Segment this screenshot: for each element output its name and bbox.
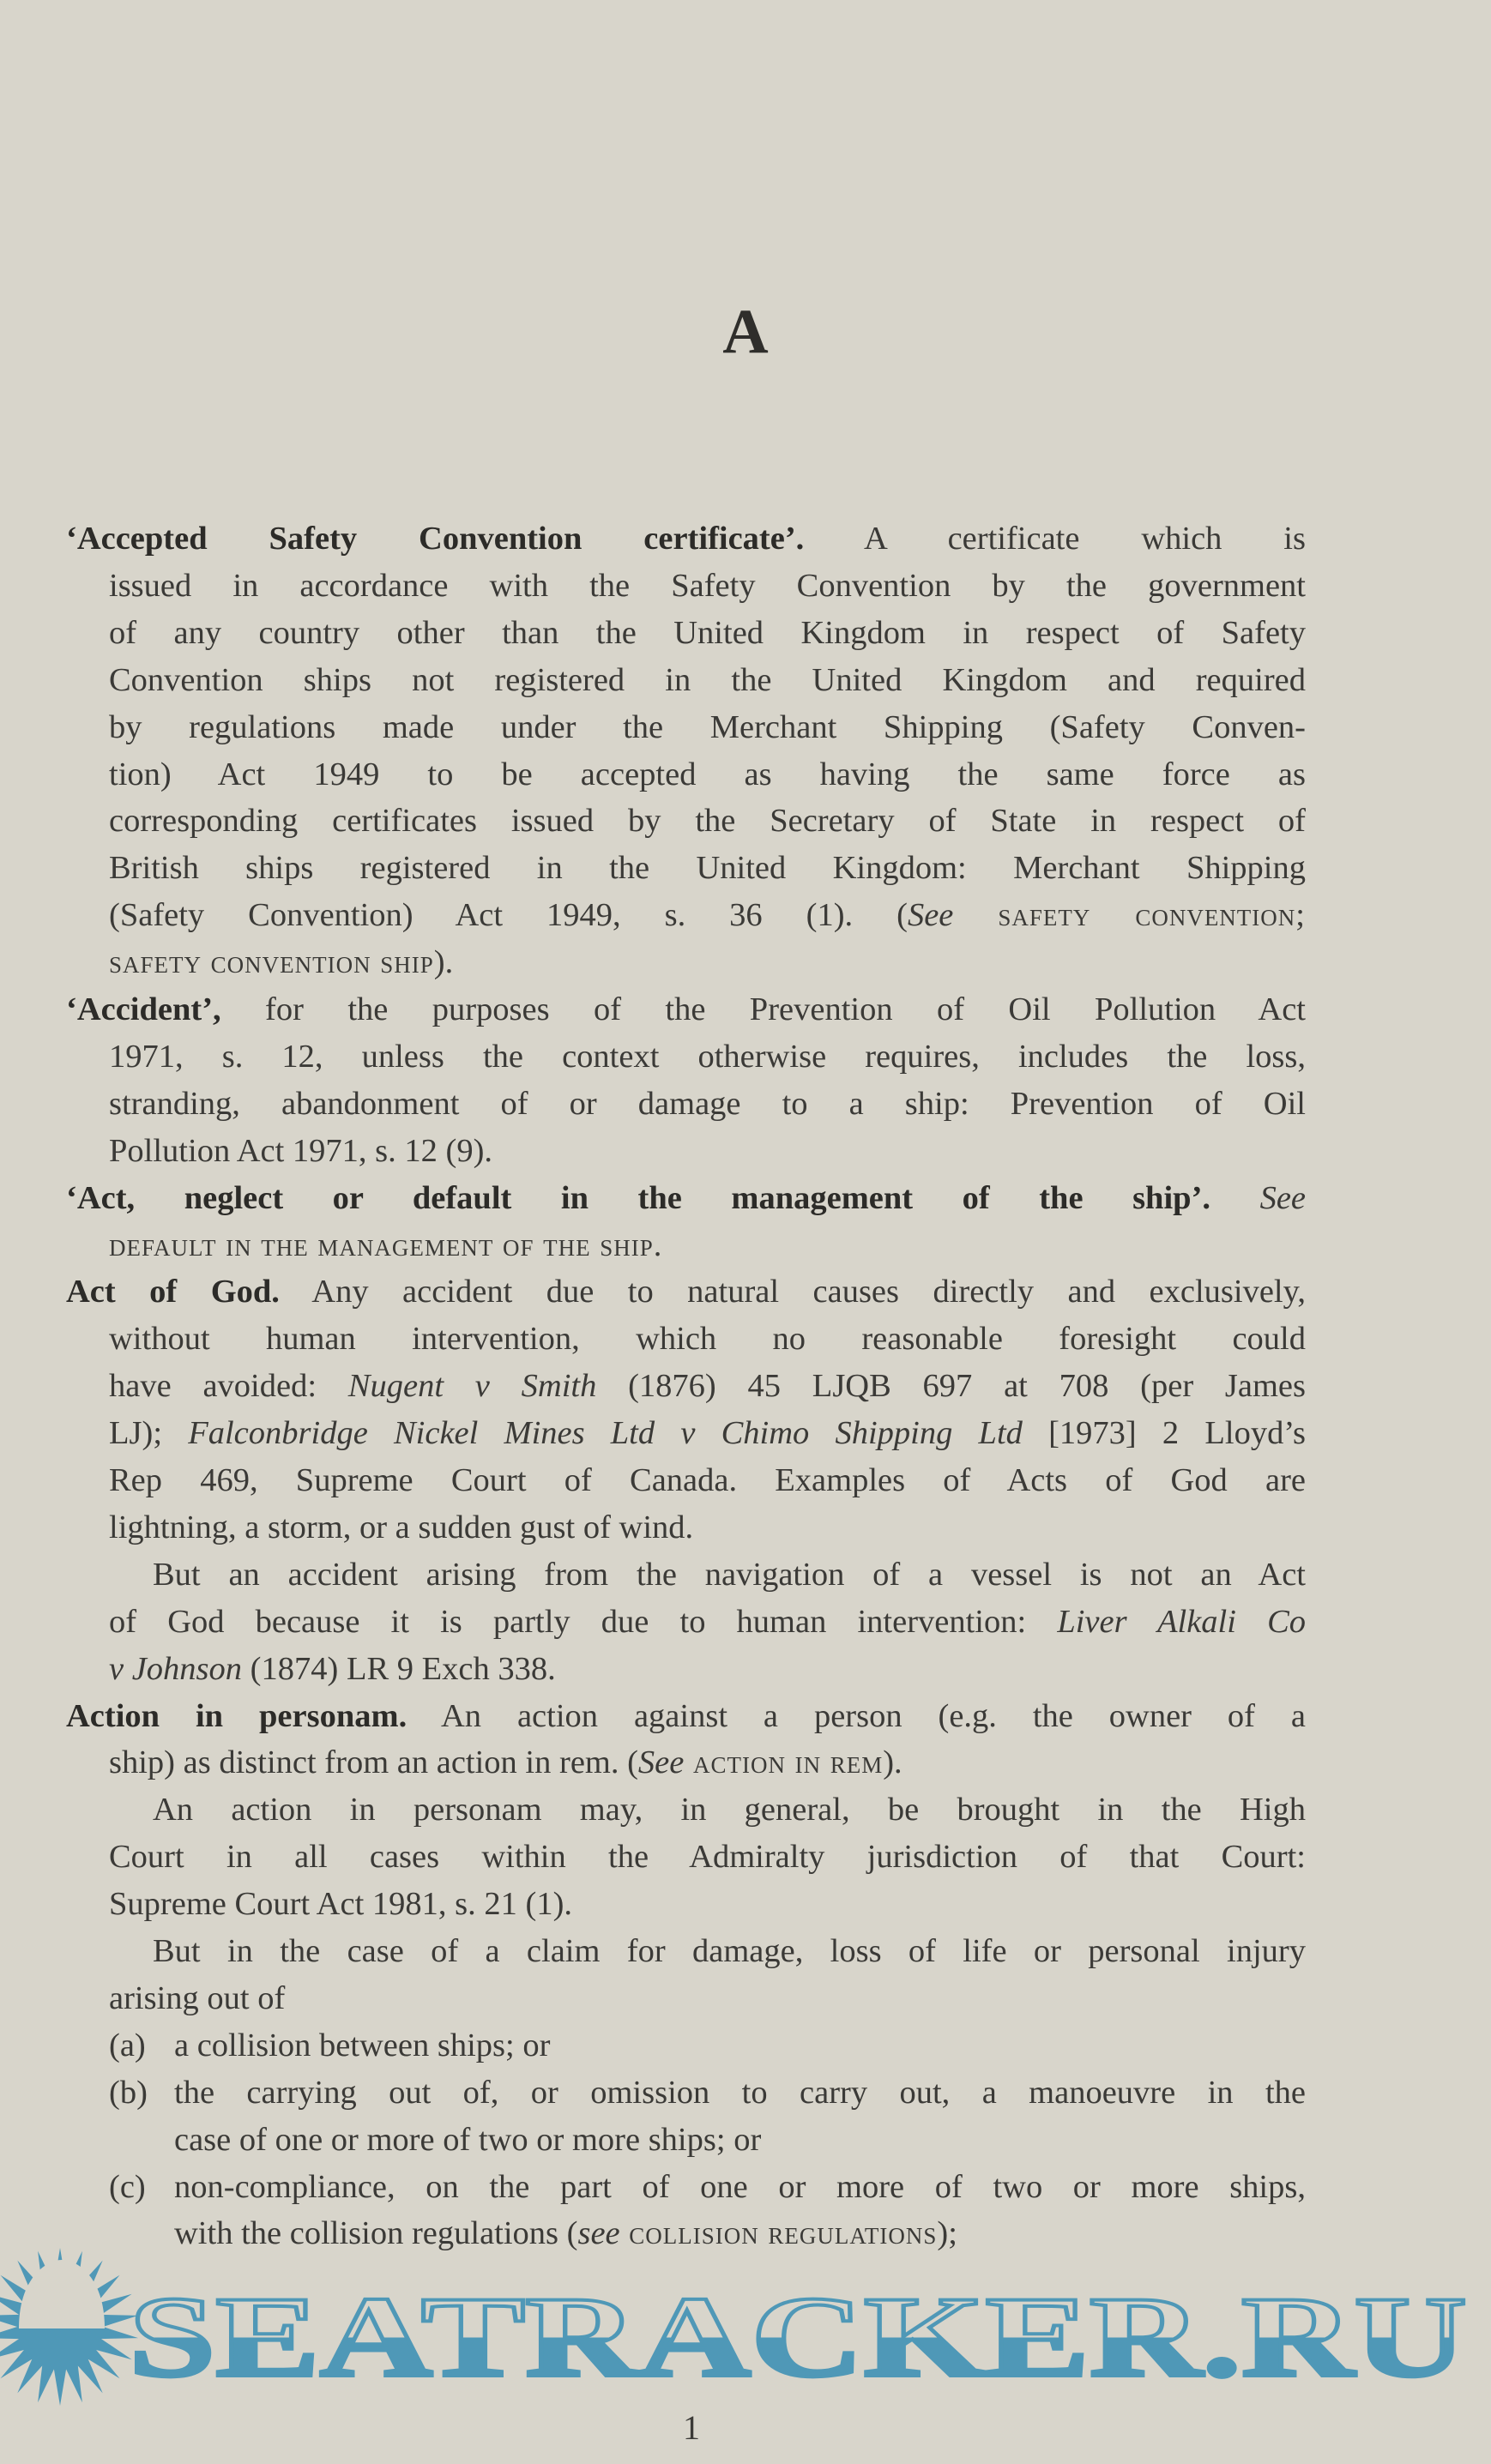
watermark-logo — [0, 2238, 1491, 2406]
list-item-label: (b) — [109, 2074, 148, 2111]
body-text: But an accident arising from the navigation of a vessel is not an Act — [153, 1556, 1306, 1593]
entry-headword: ‘Act, neglect or default in the management of the ship’. — [66, 1179, 1211, 1216]
body-text: have avoided: — [109, 1368, 348, 1405]
italic-text: v Johnson — [109, 1650, 243, 1687]
body-text: But in the case of a claim for damage, loss of life or personal injury — [153, 1933, 1306, 1969]
body-text: Pollution Act 1971, s. 12 (9). — [109, 1132, 493, 1169]
text-line — [109, 751, 1306, 798]
body-text: of God because it is partly due to human intervention: — [109, 1603, 1058, 1640]
italic-text: See — [907, 897, 954, 934]
entry-headword: Act of God. — [66, 1274, 280, 1310]
text-line — [109, 939, 453, 985]
body-text: tion) Act 1949 to be accepted as having the same force as — [109, 756, 1306, 792]
text-line — [153, 1928, 1306, 1974]
body-text: ). — [433, 944, 454, 981]
body-text: [1973] 2 Lloyd’s — [1022, 1415, 1306, 1452]
section-letter-heading: A — [722, 297, 769, 367]
italic-text: Nugent v Smith — [347, 1368, 597, 1405]
text-line — [109, 1739, 902, 1786]
body-text: a collision between ships; or — [174, 2027, 551, 2063]
text-line — [109, 1646, 556, 1692]
text-line — [66, 1175, 1306, 1221]
text-line — [174, 2069, 1306, 2116]
body-text: Rep 469, Supreme Court of Canada. Examples of Acts of God are — [109, 1462, 1306, 1498]
body-text: the carrying out of, or omission to carry out, a manoeuvre in the — [174, 2074, 1306, 2111]
list-item-label: (c) — [109, 2168, 146, 2205]
body-text: 1971, s. 12, unless the context otherwise requires, includes the loss, — [109, 1038, 1306, 1075]
cross-reference: action in rem — [684, 1744, 884, 1781]
italic-text: see — [577, 2215, 620, 2252]
text-line — [109, 1975, 285, 2021]
text-line — [66, 1693, 1306, 1739]
text-line — [109, 1363, 1306, 1409]
body-text: with the collision regulations ( — [174, 2215, 578, 2252]
text-line — [109, 1457, 1306, 1503]
text-line — [109, 1222, 662, 1268]
body-text: by regulations made under the Merchant Shipping (Safety Conven- — [109, 708, 1306, 745]
text-line — [66, 515, 1306, 562]
page-number: 1 — [683, 2408, 700, 2447]
body-text: corresponding certificates issued by the Secretary of State in respect of — [109, 803, 1306, 840]
body-text: Court in all cases within the Admiralty jurisdiction of that Court: — [109, 1839, 1306, 1876]
text-line — [109, 1881, 572, 1927]
italic-text: See — [637, 1744, 685, 1781]
text-line — [109, 1504, 693, 1551]
entry-headword: ‘Accident’, — [66, 991, 221, 1027]
body-text: (1876) 45 LJQB 697 at 708 (per James — [596, 1368, 1306, 1405]
body-text: ). — [883, 1744, 902, 1781]
text-line — [109, 1033, 1306, 1080]
body-text: case of one or more of two or more ships; or — [174, 2121, 762, 2158]
cross-reference: safety convention; — [953, 897, 1306, 934]
list-item-label: (a) — [109, 2027, 146, 2063]
text-line — [174, 2022, 550, 2069]
italic-text: See — [1210, 1179, 1306, 1216]
text-line — [174, 2117, 761, 2163]
text-line — [66, 986, 1306, 1033]
text-line — [153, 1786, 1306, 1833]
body-text: of any country other than the United Kingdom in respect of Safety — [109, 614, 1306, 651]
text-line — [109, 1599, 1306, 1645]
watermark-text: SEATRACKER.RU — [129, 2274, 1467, 2401]
body-text: Any accident due to natural causes directly and exclusively, — [279, 1274, 1306, 1310]
italic-text: Liver Alkali Co — [1057, 1603, 1306, 1640]
text-line — [109, 798, 1306, 844]
text-line — [109, 892, 1306, 938]
body-text: stranding, abandonment of or damage to a ship: Prevention of Oil — [109, 1085, 1306, 1122]
body-text: A certificate which is — [804, 521, 1306, 557]
cross-reference: safety convention ship — [109, 944, 434, 981]
text-line — [66, 1268, 1306, 1315]
body-text: ship) as distinct from an action in rem. ( — [109, 1744, 638, 1781]
body-text: non-compliance, on the part of one or more of two or more ships, — [174, 2168, 1306, 2205]
text-line — [109, 1834, 1306, 1880]
sun-icon — [0, 2248, 138, 2406]
text-line — [109, 704, 1306, 750]
entry-headword: Action in personam. — [66, 1697, 407, 1734]
cross-reference: default in the management of the ship. — [109, 1226, 663, 1263]
body-text: Convention ships not registered in the United Kingdom and required — [109, 661, 1306, 698]
text-line — [109, 1410, 1306, 1456]
text-line — [109, 1081, 1306, 1127]
body-text: ); — [937, 2215, 957, 2252]
text-line — [174, 2164, 1306, 2210]
text-line — [153, 1551, 1306, 1598]
body-text: An action against a person (e.g. the owner of a — [407, 1697, 1306, 1734]
text-line — [109, 845, 1306, 891]
body-text: LJ); — [109, 1415, 189, 1452]
text-line — [109, 1128, 492, 1174]
body-text: arising out of — [109, 1979, 286, 2016]
cross-reference: collision regulations — [619, 2215, 938, 2252]
entry-headword: ‘Accepted Safety Convention certificate’. — [66, 521, 805, 557]
body-text: Supreme Court Act 1981, s. 21 (1). — [109, 1886, 573, 1923]
body-text: An action in personam may, in general, be brought in the High — [153, 1792, 1306, 1828]
text-line — [109, 563, 1306, 609]
body-text: (Safety Convention) Act 1949, s. 36 (1). ( — [109, 897, 908, 934]
body-text: (1874) LR 9 Exch 338. — [242, 1650, 556, 1687]
body-text: lightning, a storm, or a sudden gust of wind. — [109, 1509, 694, 1545]
body-text: without human intervention, which no reasonable foresight could — [109, 1321, 1306, 1358]
text-line — [109, 610, 1306, 656]
body-text: issued in accordance with the Safety Convention by the government — [109, 567, 1306, 604]
text-line — [109, 1316, 1306, 1362]
italic-text: Falconbridge Nickel Mines Ltd v Chimo Shipping Ltd — [188, 1415, 1023, 1452]
body-text: for the purposes of the Prevention of Oil Pollution Act — [220, 991, 1306, 1027]
body-text: British ships registered in the United Kingdom: Merchant Shipping — [109, 850, 1306, 887]
text-line — [109, 657, 1306, 703]
